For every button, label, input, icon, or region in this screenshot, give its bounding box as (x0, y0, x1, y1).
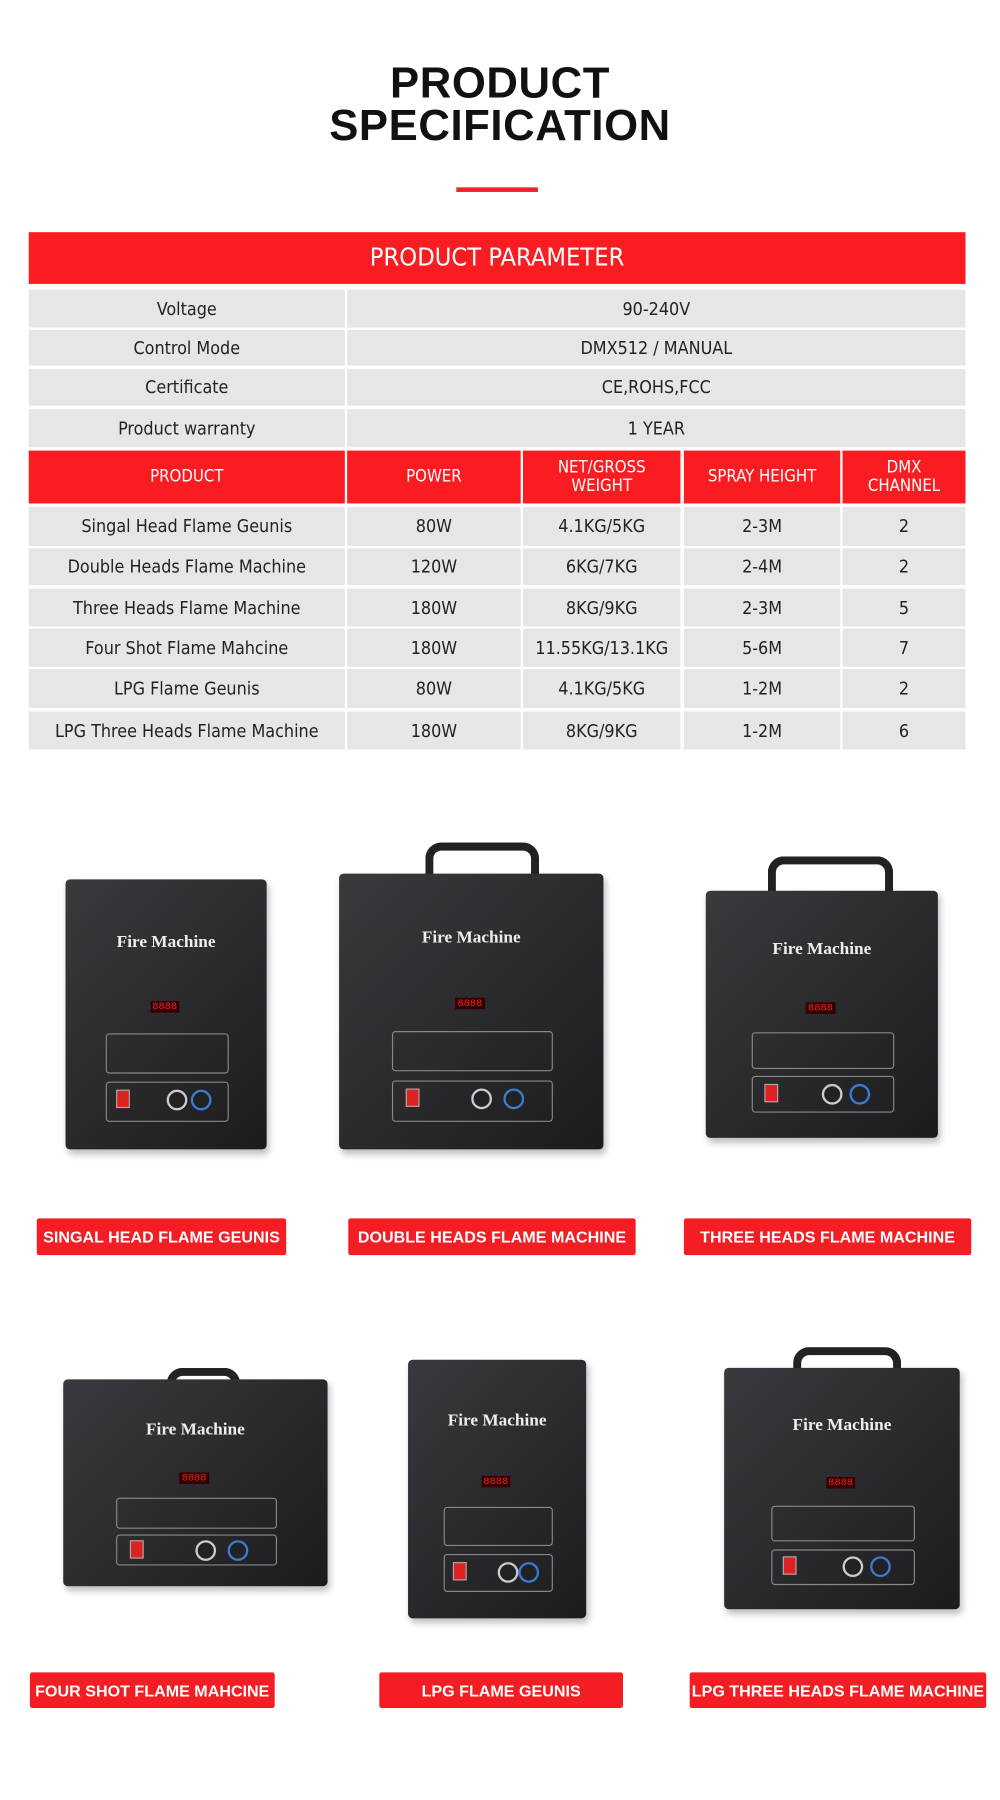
power-in-connector (227, 1541, 248, 1562)
machine-logo: Fire Machine (447, 1411, 547, 1430)
address-display: 8888 (826, 1476, 855, 1487)
product-image (63, 1379, 327, 1586)
dmx-panel (752, 1032, 894, 1069)
table-cell: 6KG/7KG (523, 548, 680, 585)
page-title-line2: SPECIFICATION (329, 102, 671, 151)
table-cell: 4.1KG/5KG (523, 507, 680, 546)
product-label: LPG FLAME GEUNIS (379, 1672, 623, 1708)
table-cell: 2-3M (684, 507, 840, 546)
product-name-cell: Singal Head Flame Geunis (29, 507, 345, 546)
machine-logo: Fire Machine (421, 928, 521, 948)
product-image (408, 1360, 586, 1619)
param-label: Product warranty (29, 409, 345, 447)
column-header: SPRAY HEIGHT (684, 451, 840, 504)
power-switch (116, 1090, 130, 1108)
product-image (706, 891, 938, 1138)
param-value: CE,ROHS,FCC (347, 369, 965, 406)
page-title-line1: PRODUCT (389, 59, 610, 109)
product-label: LPG THREE HEADS FLAME MACHINE (690, 1672, 987, 1708)
dmx-panel (106, 1033, 229, 1073)
table-cell: 8KG/9KG (523, 589, 680, 627)
power-out-connector (842, 1556, 863, 1577)
power-in-connector (503, 1089, 524, 1110)
param-value: 90-240V (347, 290, 965, 328)
column-header: NET/GROSS WEIGHT (523, 451, 680, 504)
product-name-cell: LPG Flame Geunis (29, 669, 345, 708)
table-cell: 2 (843, 548, 966, 585)
machine-logo: Fire Machine (145, 1420, 245, 1440)
table-cell: 2-4M (684, 548, 840, 585)
dmx-panel (392, 1031, 553, 1072)
power-in-connector (519, 1562, 540, 1583)
table-cell: 80W (347, 507, 521, 546)
table-cell: 2 (843, 507, 966, 546)
table-cell: 4.1KG/5KG (523, 669, 680, 708)
table-title: PRODUCT PARAMETER (29, 232, 966, 284)
product-name-cell: LPG Three Heads Flame Machine (29, 711, 345, 749)
param-value: DMX512 / MANUAL (347, 330, 965, 366)
power-in-connector (870, 1556, 891, 1577)
address-display: 8888 (481, 1476, 510, 1487)
product-label: SINGAL HEAD FLAME GEUNIS (37, 1218, 286, 1255)
power-out-connector (497, 1562, 518, 1583)
title-divider (456, 187, 538, 192)
column-header: PRODUCT (29, 451, 345, 504)
power-out-connector (822, 1084, 843, 1105)
product-label: DOUBLE HEADS FLAME MACHINE (348, 1218, 635, 1255)
power-switch (783, 1556, 797, 1574)
power-switch (129, 1541, 143, 1559)
product-image (724, 1368, 960, 1609)
power-switch (405, 1089, 419, 1107)
address-display: 8888 (806, 1002, 835, 1013)
table-cell: 120W (347, 548, 521, 585)
dmx-panel (116, 1497, 277, 1528)
table-cell: 7 (843, 629, 966, 667)
table-cell: 1-2M (684, 711, 840, 749)
product-name-cell: Double Heads Flame Machine (29, 548, 345, 585)
param-label: Control Mode (29, 330, 345, 366)
product-name-cell: Four Shot Flame Mahcine (29, 629, 345, 667)
power-switch (453, 1562, 467, 1580)
table-cell: 5-6M (684, 629, 840, 667)
product-image (339, 874, 603, 1150)
table-cell: 180W (347, 711, 521, 749)
power-in-connector (190, 1090, 211, 1111)
product-image (66, 879, 267, 1149)
power-in-connector (850, 1084, 871, 1105)
column-header: DMX CHANNEL (843, 451, 966, 504)
machine-logo: Fire Machine (792, 1416, 892, 1435)
address-display: 8888 (179, 1472, 208, 1483)
power-switch (764, 1084, 778, 1102)
product-label: FOUR SHOT FLAME MAHCINE (30, 1672, 275, 1708)
power-out-connector (166, 1090, 187, 1111)
table-cell: 6 (843, 711, 966, 749)
table-cell: 1-2M (684, 669, 840, 708)
table-cell: 8KG/9KG (523, 711, 680, 749)
table-cell: 2-3M (684, 589, 840, 627)
table-cell: 180W (347, 629, 521, 667)
table-cell: 5 (843, 589, 966, 627)
product-name-cell: Three Heads Flame Machine (29, 589, 345, 627)
dmx-panel (771, 1505, 915, 1541)
param-label: Voltage (29, 290, 345, 328)
dmx-panel (444, 1507, 553, 1546)
param-value: 1 YEAR (347, 409, 965, 447)
machine-logo: Fire Machine (116, 933, 216, 952)
table-cell: 2 (843, 669, 966, 708)
table-cell: 11.55KG/13.1KG (523, 629, 680, 667)
address-display: 8888 (455, 998, 484, 1009)
param-label: Certificate (29, 369, 345, 406)
product-label: THREE HEADS FLAME MACHINE (684, 1218, 971, 1255)
address-display: 8888 (150, 1001, 179, 1012)
table-cell: 180W (347, 589, 521, 627)
column-header: POWER (347, 451, 521, 504)
machine-logo: Fire Machine (772, 940, 872, 959)
table-cell: 80W (347, 669, 521, 708)
